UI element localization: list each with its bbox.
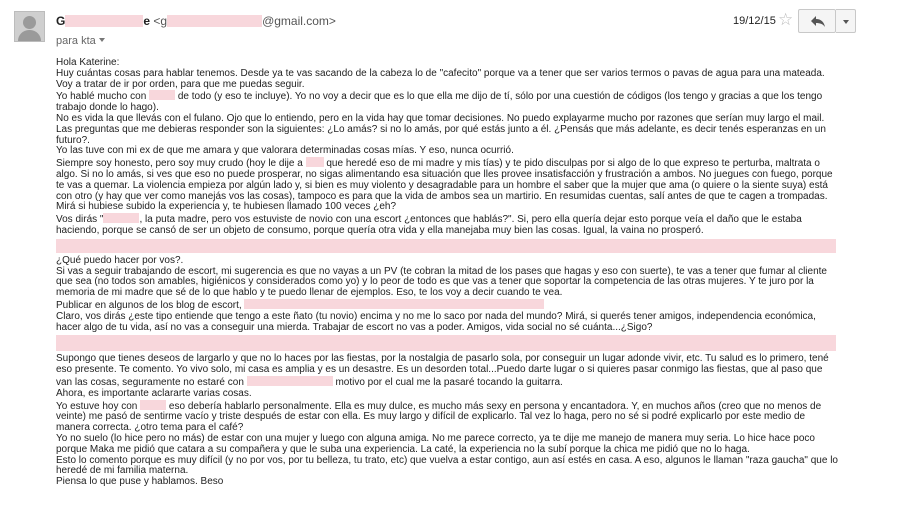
sender-avatar[interactable] xyxy=(14,11,45,42)
text-segment: de todo (y eso te incluye). Yo no voy a decir que es lo que ella me dijo de tí, sólo por una cuestión de códigos (los tengo y gracias a que los tengo trabajo donde lo hago). xyxy=(56,91,823,114)
avatar-head-shape xyxy=(23,16,36,29)
chevron-down-icon xyxy=(843,20,849,24)
paragraph: Voy a tratar de ir por orden, para que me puedas seguir. xyxy=(56,78,305,90)
message-body xyxy=(56,58,841,488)
star-outline-icon[interactable]: ☆ xyxy=(778,10,794,29)
avatar-body-shape xyxy=(18,30,41,42)
paragraph xyxy=(56,354,841,388)
redacted-text xyxy=(140,400,166,410)
text-segment: motivo por el cual me la pasaré tocando la guitarra. xyxy=(335,376,563,388)
paragraph: Huy cuántas cosas para hablar tenemos. Desde ya te vas sacando de la cabeza lo de "cafecito" porque va a tener que ser varios termos o pavas de agua para una mateada. xyxy=(56,67,825,79)
redacted-sender-name xyxy=(65,15,143,27)
paragraph xyxy=(56,400,841,434)
text-segment: , la puta madre, pero vos estuviste de novio con una escort ¿entonces que hablás?". Si, pero ella quería dejar esto porque veía el daño que le estaba haciendo, porque se cansó de ser un objeto de consumo, porque quería otra vida y ella manejaba muy bien las cosas. Igual, la vaina no prosperó. xyxy=(56,214,802,236)
paragraph: No es vida la que llevás con el fulano. Ojo que lo entiendo, pero en la vida hay que tomar decisiones. No puedo explayarme mucho por razones que serían muy largo el mail. Las preguntas que me debieras responder son la siguientes: ¿Lo amás? si no lo amás, por qué estás junto a él. ¿Pensás que más adelante, es decir tenés esperanzas en un futuro?. xyxy=(56,112,826,146)
greeting: Hola Katerine: xyxy=(56,57,120,68)
redacted-text xyxy=(103,213,139,223)
paragraph: Claro, vos dirás ¿este tipo entiende que tengo a este ñato (tu novio) encima y no me lo saco por nada del mundo? Mirá, si querés tener amigos, independencia económica, hacer algo de tu vida, así no vas a conseguir una mierda. Trabajar de escort no vas a poder. Amigos, vida social no sé cuánta...¿Sigo? xyxy=(56,310,816,333)
sender-name-start: G xyxy=(56,14,66,28)
paragraph xyxy=(56,299,841,312)
redacted-block xyxy=(56,239,836,253)
paragraph: Piensa lo que puse y hablamos. Beso xyxy=(56,476,224,488)
redacted-text xyxy=(247,376,333,386)
paragraph xyxy=(56,90,841,114)
redacted-sender-email xyxy=(167,15,262,27)
text-segment: Yo estuve hoy con xyxy=(56,400,138,412)
text-segment: Siempre soy honesto, pero soy muy crudo (hoy le dije a xyxy=(56,158,303,170)
message-header xyxy=(0,0,900,56)
text-segment: Yo hablé mucho con xyxy=(56,91,147,103)
redacted-text xyxy=(244,299,544,309)
redacted-text xyxy=(149,90,175,100)
reply-button[interactable] xyxy=(798,9,836,33)
more-actions-button[interactable] xyxy=(836,9,856,33)
text-segment: Publicar en algunos de los blog de escort, xyxy=(56,299,242,311)
sender-email-open: <g xyxy=(153,14,168,28)
redacted-text xyxy=(306,157,324,167)
sender-name-end: e xyxy=(143,14,151,28)
text-segment: Supongo que tienes deseos de largarlo y que no lo haces por las fiestas, por la nostalgia de pasarlo sola, por conseguir un lugar adonde vivir, etc. Tu salud es lo primero, tené eso presente. Te comento. Yo vivo solo, mi casa es amplia y es un desastre. Es un desorden total...Puedo darte lugar o si quieres pasar conmigo las fiestas, que al paso que van las cosas, seguramente no estaré con xyxy=(56,353,829,388)
sender-email-domain: @gmail.com> xyxy=(262,14,336,28)
text-segment: que heredé eso de mi madre y mis tías) y te pido disculpas por si algo de lo que expreso te perturba, maltrata o algo. Si no lo amás, si ves que eso no puede prosperar, no sigas alimentando esa situación que lles provee insatisfacción y frustración a ambos. No juegues con fuego, porque te vas a quemar. La violencia empieza por algún lado y, si bien es muy violento y desagradable para un hombre el saber que la mujer que ama (o quiere o la siente suya) está con otro (y hay que ver como manejás vos las cosas), tampoco es para que la vida de ambos sea un martirio. En resumidas cuentas, salí antes de que te cagen a trompadas. Mirá si hubiese subido la experiencia y, te hubiesen llamado 100 veces ¿eh? xyxy=(56,158,833,213)
recipient-label: para kta xyxy=(56,35,96,47)
sender-line[interactable] xyxy=(56,14,336,28)
paragraph: Ahora, es importante aclararte varias cosas. xyxy=(56,387,252,399)
paragraph xyxy=(56,157,841,213)
message-date: 19/12/15 xyxy=(733,15,776,27)
paragraph: ¿Qué puedo hacer por vos?. xyxy=(56,254,184,266)
recipient-toggle[interactable] xyxy=(56,35,105,47)
paragraph: Yo no suelo (lo hice pero no más) de estar con una mujer y luego con alguna amiga. No me parece correcto, ya te dije me manejo de manera muy seria. Lo hice hace poco porque Maka me pidió que catara a su compañera y que le suba una experiencia. La caté, la experiencia no la subí porque la chica me pidió que no lo haga. xyxy=(56,432,815,455)
text-segment: Vos dirás " xyxy=(56,214,104,226)
chevron-down-icon xyxy=(99,38,105,42)
reply-arrow-icon xyxy=(810,15,826,28)
paragraph: Esto lo comento porque es muy difícil (y no por vos, por tu belleza, tu trato, etc) que vuelva a estar contigo, aun así estés en casa. A eso, algunos le llaman "raza gaucha" que lo heredé de mi familia materna. xyxy=(56,454,838,477)
text-segment: eso debería hablarlo personalmente. Ella es muy dulce, es mucho más sexy en persona y encantadora. Y, en muchos años (creo que no menos de veinte) me pasó de sentirme vacío y triste después de estar con ella. Es muy largo y difícil de explicarlo. Tal vez lo haga, pero no sé si podré explicarlo por este medio de manera correcta. ¿otro tema para el café? xyxy=(56,400,822,434)
paragraph: Yo las tuve con mi ex de que me amara y que valorara determinadas cosas mías. Y eso, nunca ocurrió. xyxy=(56,145,514,157)
paragraph: Si vas a seguir trabajando de escort, mi sugerencia es que no vayas a un PV (te cobran la mitad de los pases que hagas y eso con suerte), te vas a tener que fumar al cliente que sea (no todos son amables, higiénicos y considerados como yo) y lo peor de todo es que vas a tener que soportar la competencia de las otras mujeres. Y te juro por la memoria de mi madre que sé de lo que hablo y te puedo llenar de ejemplos. Eso, te los voy a decir cuando te vea. xyxy=(56,265,827,299)
paragraph xyxy=(56,213,841,237)
redacted-block xyxy=(56,335,836,351)
